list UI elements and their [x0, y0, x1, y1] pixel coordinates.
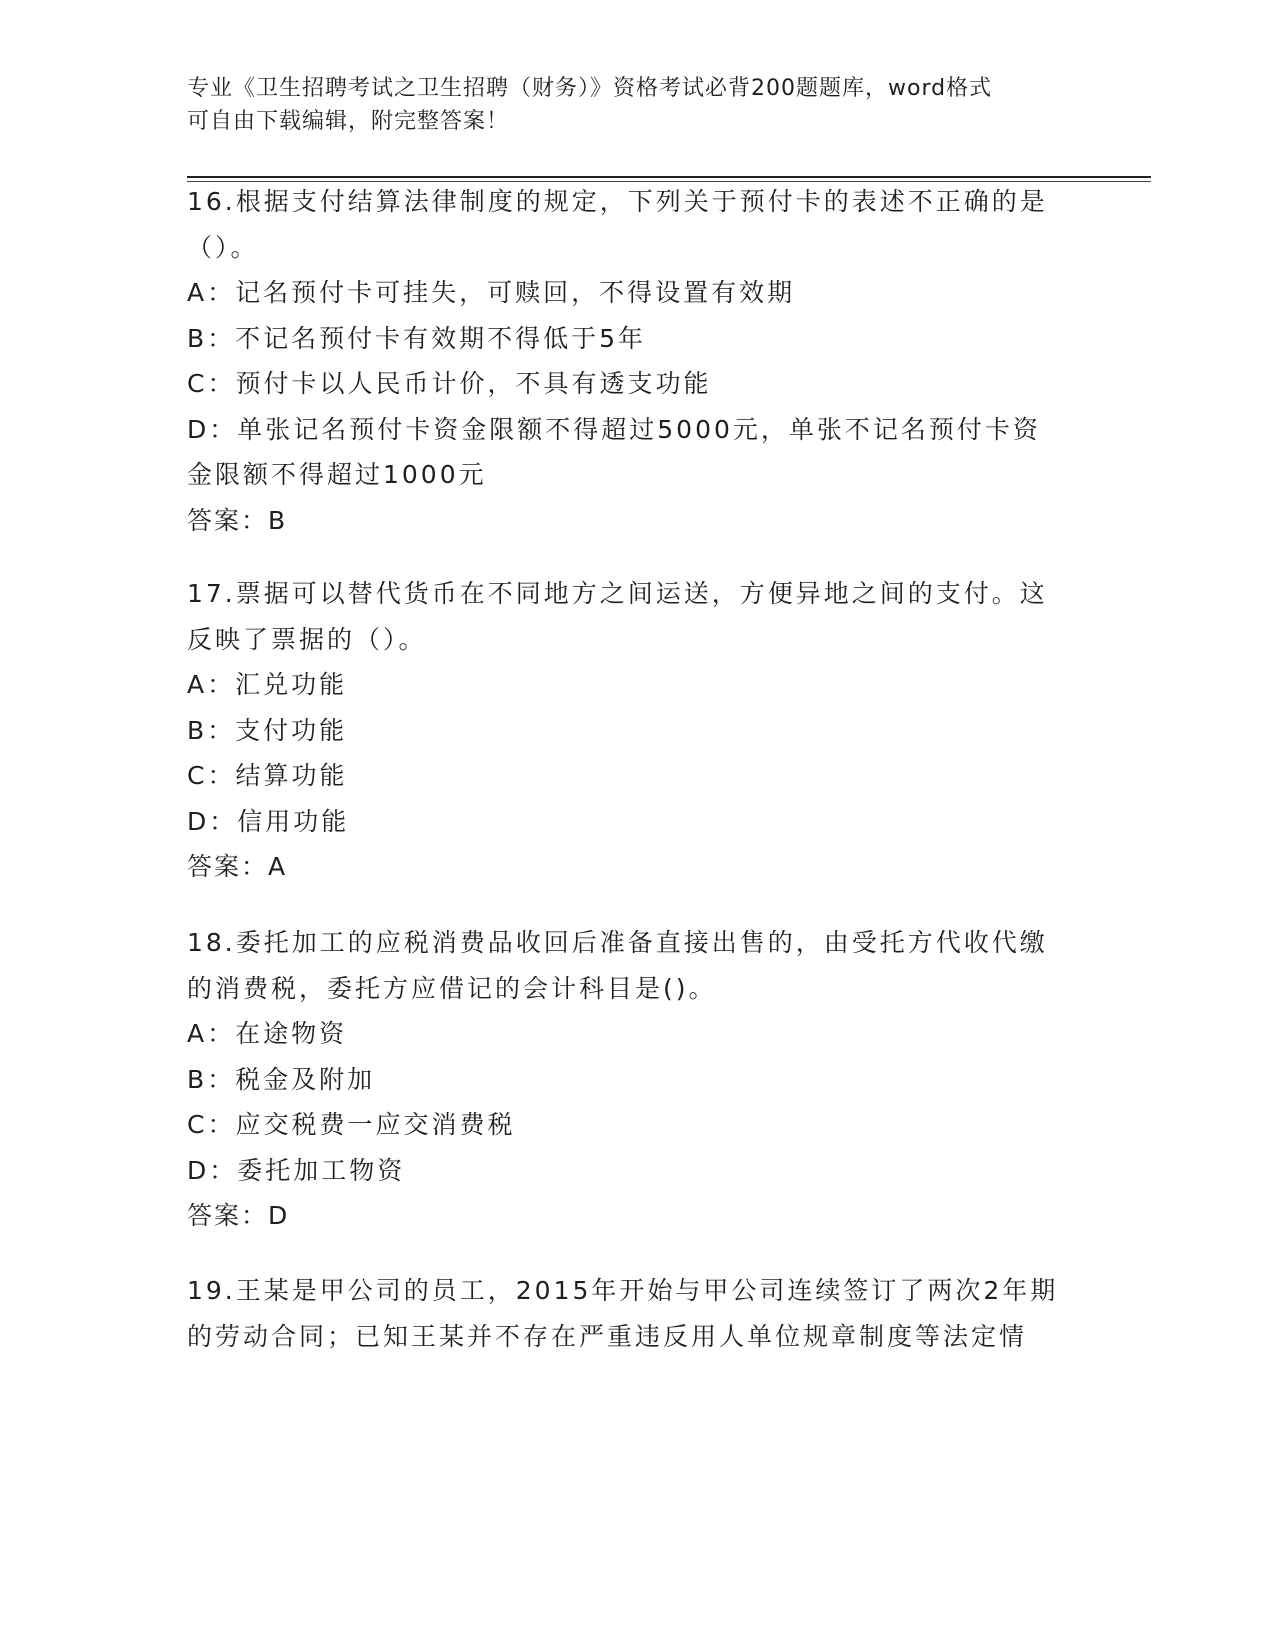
option-d: D：委托加工物资 [187, 1155, 406, 1185]
option-a: A：在途物资 [187, 1019, 348, 1048]
question-stem-line: 的消费税，委托方应借记的会计科目是()。 [187, 973, 717, 1003]
answer-label: 答案： [187, 1201, 269, 1230]
answer-value: D [268, 1201, 289, 1230]
option-b: B：支付功能 [187, 715, 348, 745]
option-d: D：信用功能 [187, 806, 350, 836]
option-c: C：应交税费一应交消费税 [187, 1110, 516, 1139]
option-b: B：税金及附加 [187, 1064, 376, 1094]
answer-value: A [268, 852, 287, 881]
option-c: C：预付卡以人民币计价，不具有透支功能 [187, 369, 712, 398]
option-a: A：记名预付卡可挂失，可赎回，不得设置有效期 [187, 278, 796, 307]
question-stem-line: 19.王某是甲公司的员工，2015年开始与甲公司连续签订了两次2年期 [187, 1276, 1059, 1305]
question-17 [187, 571, 1087, 890]
answer-value: B [268, 505, 287, 535]
question-stem-line: （）。 [187, 232, 259, 262]
header-line-2: 可自由下载编辑，附完整答案！ [187, 109, 510, 134]
question-stem-line: 17.票据可以替代货币在不同地方之间运送，方便异地之间的支付。这 [187, 579, 1048, 608]
option-b: B：不记名预付卡有效期不得低于5年 [187, 323, 647, 353]
document-header [187, 72, 1087, 138]
question-stem-line: 16.根据支付结算法律制度的规定，下列关于预付卡的表述不正确的是 [187, 187, 1048, 216]
question-16 [187, 179, 1087, 543]
answer-line [187, 1193, 1087, 1239]
answer-line [187, 498, 1087, 544]
question-18 [187, 920, 1087, 1239]
answer-label: 答案： [187, 505, 269, 535]
option-d-continued: 金限额不得超过1000元 [187, 460, 487, 489]
answer-line [187, 844, 1087, 890]
option-d: D：单张记名预付卡资金限额不得超过5000元，单张不记名预付卡资 [187, 414, 1041, 444]
option-a: A：汇兑功能 [187, 670, 348, 699]
question-stem-line: 18.委托加工的应税消费品收回后准备直接出售的，由受托方代收代缴 [187, 928, 1048, 957]
question-19 [187, 1268, 1087, 1359]
header-rule-thick [187, 176, 1151, 178]
answer-label: 答案： [187, 852, 269, 881]
question-stem-line: 反映了票据的（）。 [187, 624, 427, 654]
option-c: C：结算功能 [187, 761, 348, 790]
header-line-1: 专业《卫生招聘考试之卫生招聘（财务）》资格考试必背200题题库，word格式 [187, 76, 993, 101]
question-stem-line: 的劳动合同；已知王某并不存在严重违反用人单位规章制度等法定情 [187, 1321, 1028, 1351]
